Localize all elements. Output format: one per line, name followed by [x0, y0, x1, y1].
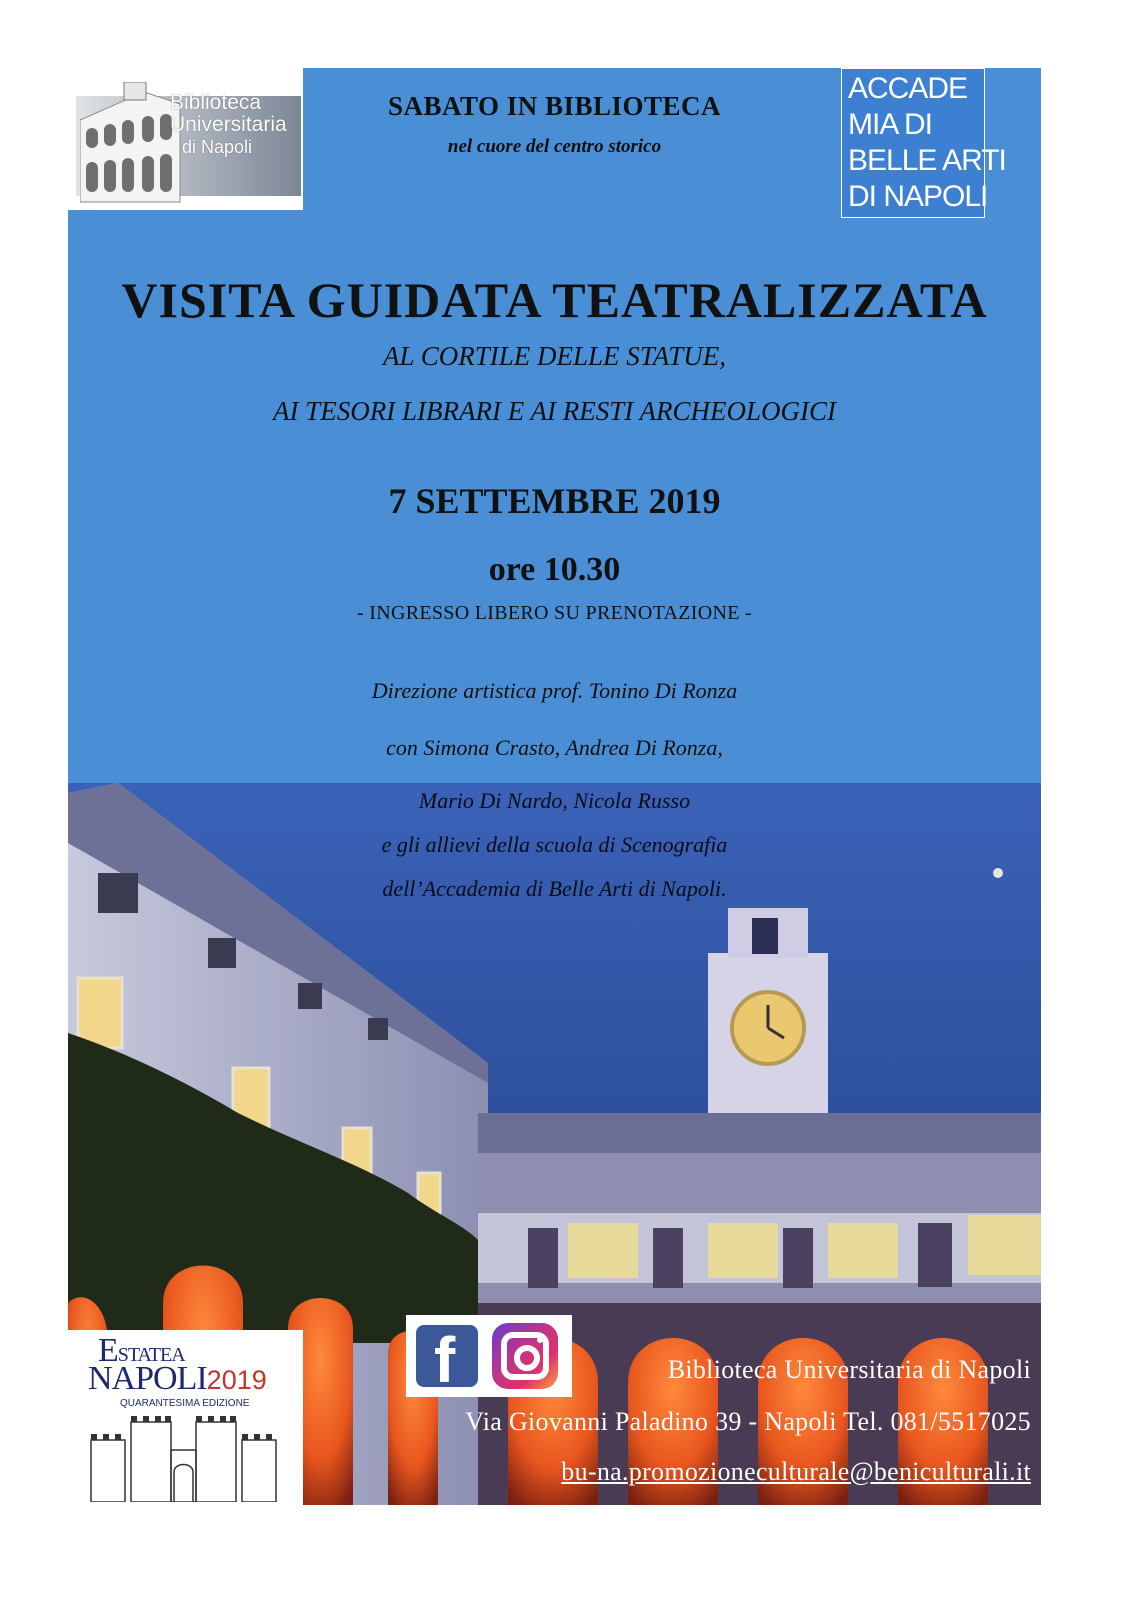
series-title: SABATO IN BIBLIOTECA — [387, 91, 722, 121]
estate-edition: QUARANTESIMA EDIZIONE — [120, 1398, 250, 1409]
direction-credit: Direzione artistica prof. Tonino Di Ronza — [371, 678, 738, 703]
accademia-line2: MIA DI — [848, 108, 933, 141]
logo-text-line1: Biblioteca — [170, 91, 262, 114]
estate-a-napoli-logo — [68, 1330, 303, 1505]
cast-line-4: dell’Accademia di Belle Arti di Napoli. — [382, 876, 727, 901]
facebook-icon[interactable]: f — [416, 1325, 478, 1387]
series-subtitle: nel cuore del centro storico — [447, 136, 662, 157]
estate-a: A — [171, 1344, 185, 1366]
logo-text-line2: Universitaria — [170, 113, 287, 136]
poster — [68, 68, 1041, 1505]
cast-line-2: Mario Di Nardo, Nicola Russo — [418, 788, 691, 813]
entry-note: - INGRESSO LIBERO SU PRENOTAZIONE - — [356, 602, 752, 624]
accademia-line1: ACCADE — [848, 72, 968, 105]
castle-icon — [86, 1410, 286, 1502]
event-title: VISITA GUIDATA TEATRALIZZATA — [121, 272, 988, 328]
cast-line-1: con Simona Crasto, Andrea Di Ronza, — [386, 735, 723, 760]
event-subtitle-1: AL CORTILE DELLE STATUE, — [382, 341, 727, 371]
event-date: 7 SETTEMBRE 2019 — [388, 481, 721, 521]
event-time: ore 10.30 — [488, 551, 621, 588]
estate-word: STATE — [117, 1344, 172, 1366]
accademia-line4: DI NAPOLI — [848, 180, 988, 213]
contact-address: Via Giovanni Paladino 39 - Napoli Tel. 081/5517025 — [465, 1407, 1031, 1436]
event-subtitle-2: AI TESORI LIBRARI E AI RESTI ARCHEOLOGICI — [273, 396, 836, 426]
accademia-line3: BELLE ARTI — [848, 144, 1006, 177]
social-icons — [406, 1315, 572, 1397]
contact-name: Biblioteca Universitaria di Napoli — [667, 1355, 1031, 1384]
estate-year: 2019 — [206, 1365, 267, 1395]
estate-napoli: NAPOLI — [88, 1360, 207, 1397]
estate-e: E — [98, 1332, 118, 1369]
logo-text-line3: di Napoli — [182, 137, 253, 157]
contact-email-link[interactable]: bu-na.promozioneculturale@beniculturali.it — [561, 1457, 1031, 1486]
cast-line-3: e gli allievi della scuola di Scenografia — [381, 832, 728, 857]
instagram-icon[interactable] — [492, 1323, 558, 1389]
